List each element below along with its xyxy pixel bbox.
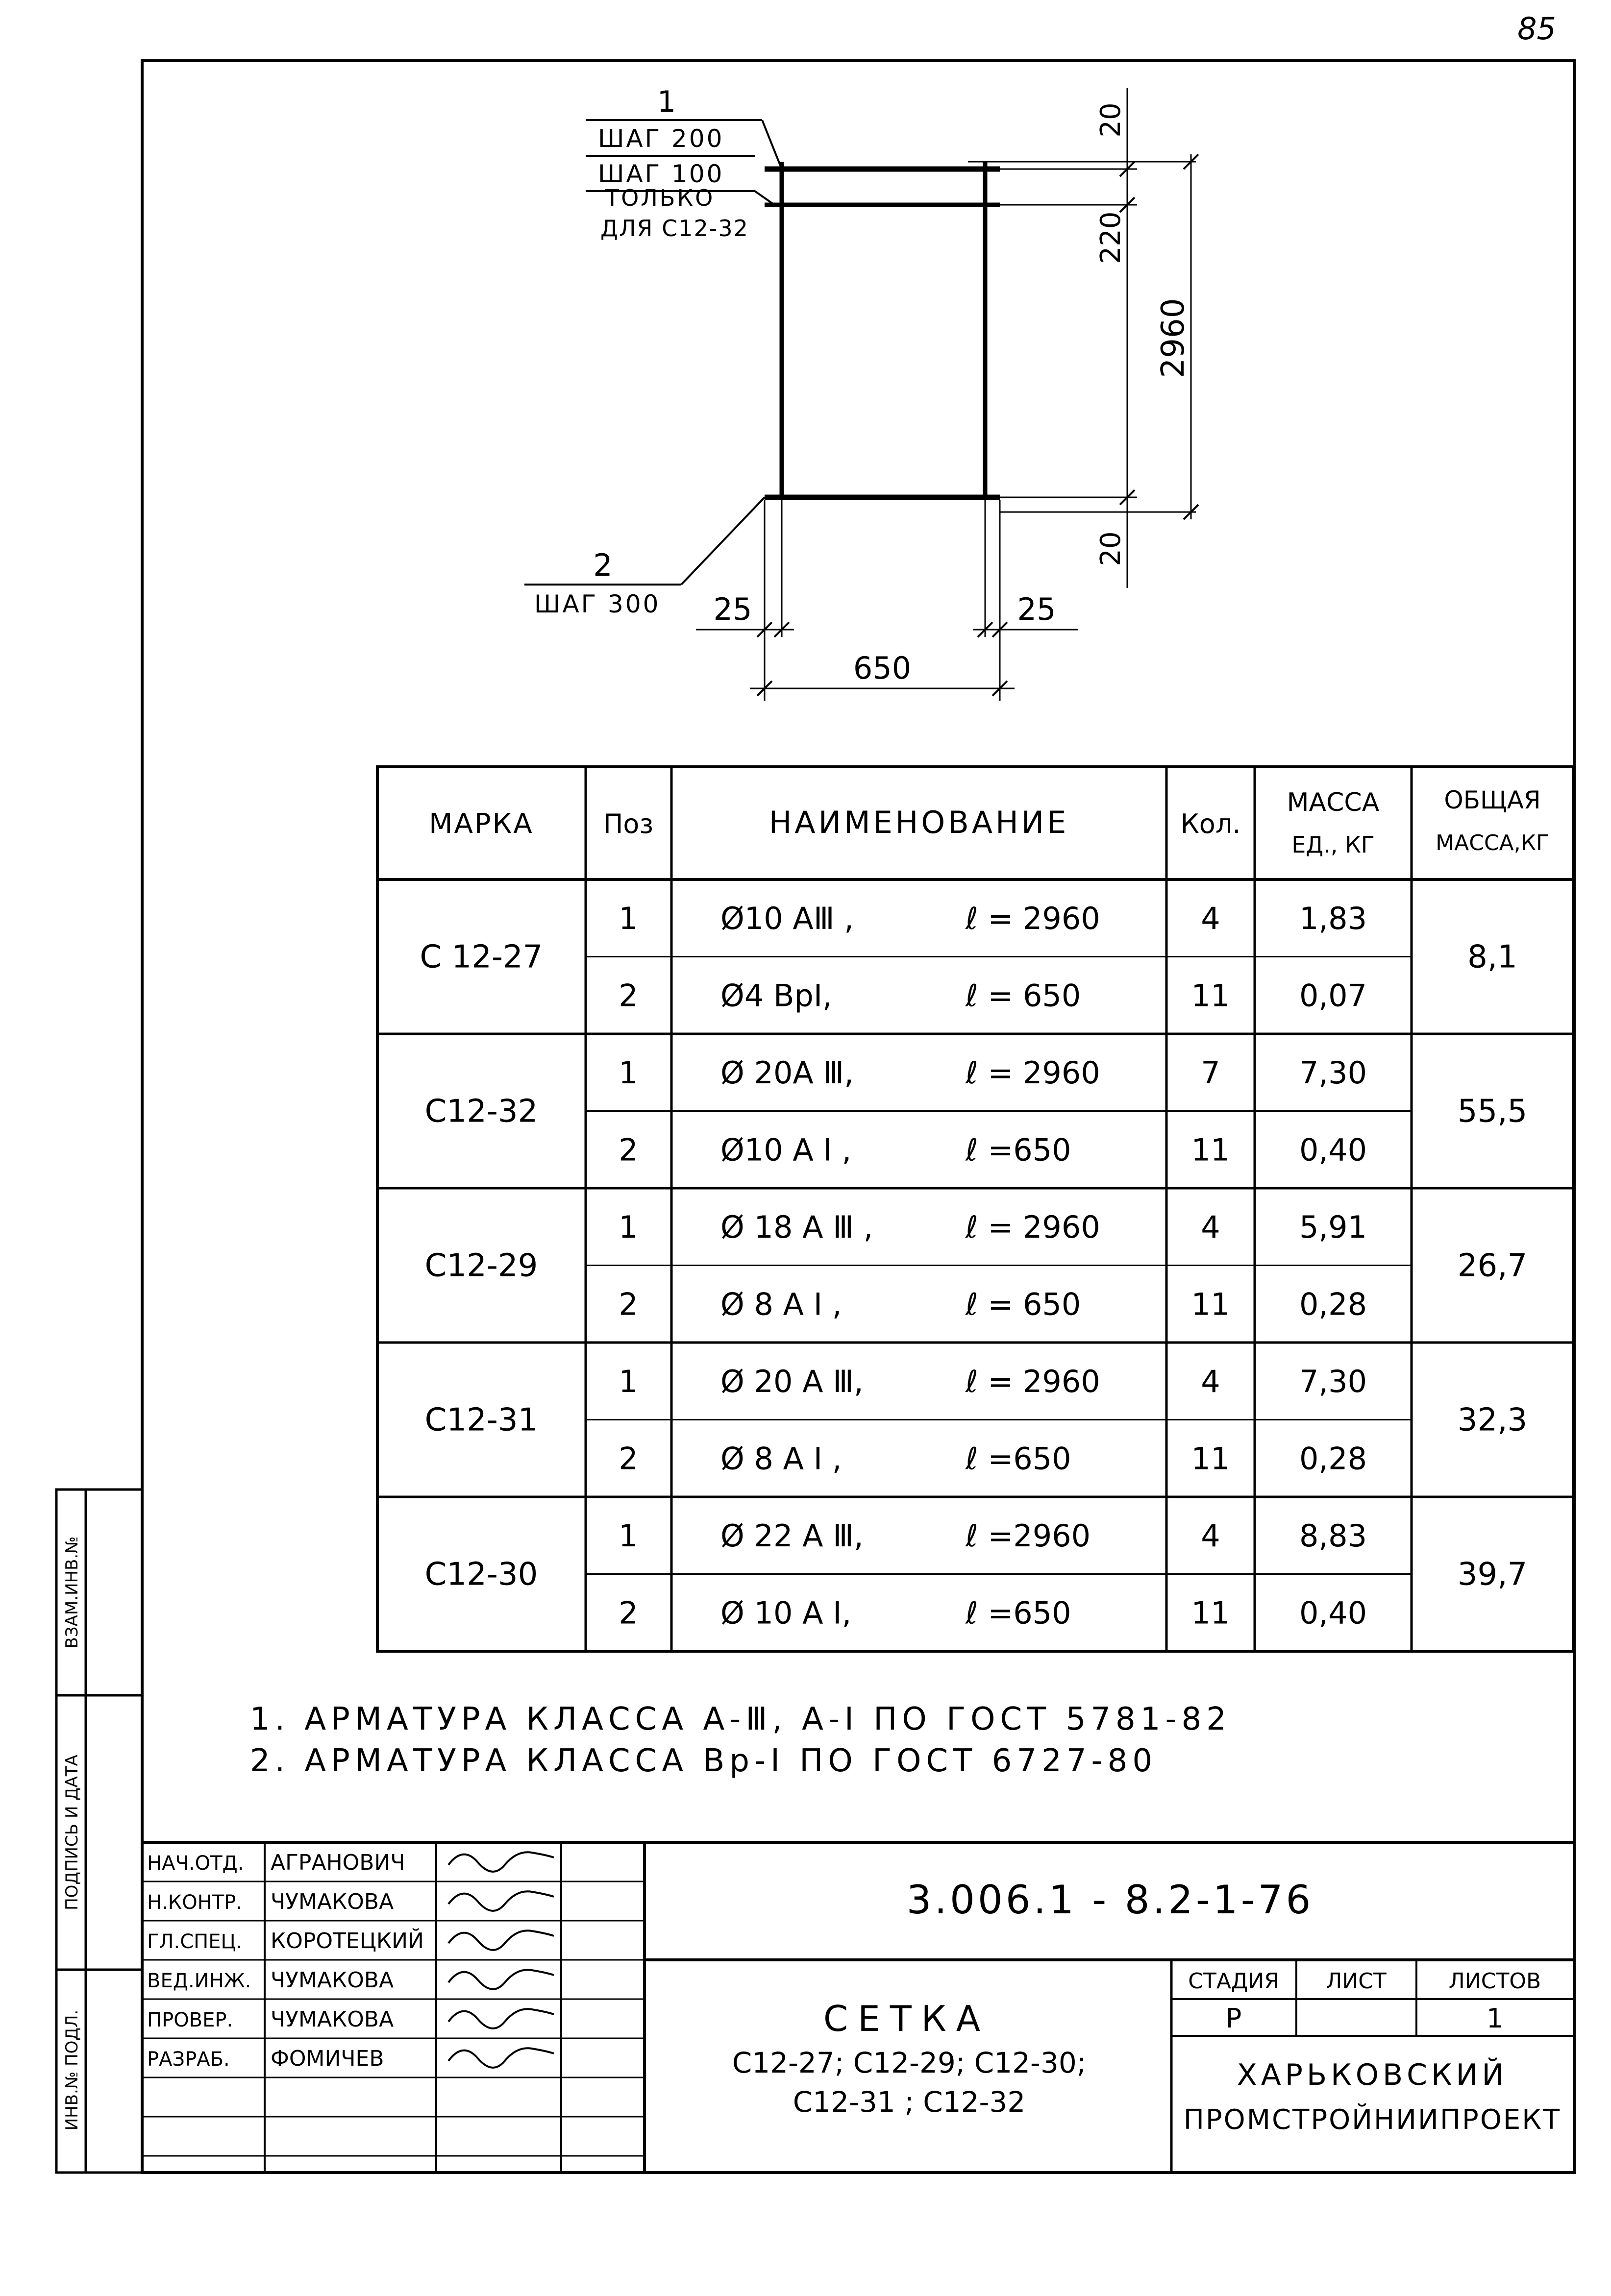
label-vzam-inv: ВЗАМ.ИНВ.№ <box>62 1536 82 1649</box>
staff-role: РАЗРАБ. <box>147 2048 230 2071</box>
staff-role: Н.КОНТР. <box>147 1891 243 1914</box>
dim-total-length: 2960 <box>1155 298 1191 378</box>
vertical-dimensions <box>968 88 1198 588</box>
unit-mass-cell: 8,83 <box>1299 1517 1367 1554</box>
unit-mass-cell: 0,07 <box>1299 977 1367 1014</box>
length-cell: ℓ = 2960 <box>966 1054 1100 1091</box>
dim-left-cover: 25 <box>713 591 752 627</box>
qty-cell: 11 <box>1191 1132 1230 1168</box>
marka-cell: С12-29 <box>424 1247 538 1284</box>
poz-cell: 1 <box>619 1054 638 1091</box>
header-qty: Кол. <box>1180 808 1241 839</box>
staff-name: ФОМИЧЕВ <box>271 2046 384 2071</box>
poz-cell: 2 <box>619 1286 638 1322</box>
marka-cell: С12-32 <box>424 1093 538 1130</box>
sheet-subtitle-1: С12-27; С12-29; С12-30; <box>732 2046 1087 2079</box>
poz-cell: 2 <box>619 1441 638 1477</box>
header-mass-unit-2: ЕД., КГ <box>1291 831 1375 858</box>
length-cell: ℓ =650 <box>966 1132 1071 1168</box>
signature-mark <box>448 1891 554 1911</box>
unit-mass-cell: 0,28 <box>1299 1441 1367 1477</box>
name-cell: Ø 22 А Ⅲ, <box>720 1517 864 1554</box>
sheets-value: 1 <box>1486 2003 1504 2034</box>
org-line-2: ПРОМСТРОЙНИИПРОЕКТ <box>1183 2104 1561 2136</box>
unit-mass-cell: 0,40 <box>1299 1595 1367 1631</box>
signature-mark <box>448 1852 554 1872</box>
signature-mark <box>448 1930 554 1950</box>
poz-cell: 1 <box>619 900 638 936</box>
sheet-title: СЕТКА <box>823 1998 991 2039</box>
total-mass-cell: 32,3 <box>1457 1402 1528 1439</box>
name-cell: Ø10 АⅢ , <box>720 900 854 936</box>
unit-mass-cell: 7,30 <box>1299 1363 1367 1399</box>
qty-cell: 4 <box>1201 1517 1220 1554</box>
poz-cell: 2 <box>619 977 638 1014</box>
callout-1-line-1: ШАГ 200 <box>598 124 724 153</box>
poz-cell: 1 <box>619 1209 638 1245</box>
spec-table <box>377 767 1573 1651</box>
total-mass-cell: 55,5 <box>1457 1093 1528 1130</box>
length-cell: ℓ = 2960 <box>966 900 1100 936</box>
callout-1-line-2: ШАГ 100 <box>598 160 724 188</box>
sheets-label: ЛИСТОВ <box>1448 1969 1541 1994</box>
staff-role: НАЧ.ОТД. <box>147 1852 244 1875</box>
note-2: 2. АРМАТУРА КЛАССА Вр-I ПО ГОСТ 6727-80 <box>250 1743 1158 1779</box>
mesh-sketch <box>524 85 1198 701</box>
name-cell: Ø 20А Ⅲ, <box>720 1054 854 1091</box>
left-margin-stamp <box>56 1490 142 2173</box>
qty-cell: 4 <box>1201 1363 1220 1399</box>
stage-value: Р <box>1225 2003 1242 2034</box>
name-cell: Ø4 ВрI, <box>720 977 832 1014</box>
name-cell: Ø 10 А I, <box>720 1595 852 1631</box>
length-cell: ℓ =650 <box>966 1595 1071 1631</box>
header-mass-total-1: ОБЩАЯ <box>1444 786 1541 814</box>
staff-rows <box>142 1850 644 2156</box>
label-inv-podl: ИНВ.№ ПОДЛ. <box>62 2009 82 2131</box>
total-mass-cell: 8,1 <box>1467 939 1517 976</box>
name-cell: Ø 8 А I , <box>720 1286 842 1322</box>
length-cell: ℓ = 650 <box>966 977 1081 1014</box>
staff-role: ПРОВЕР. <box>147 2009 233 2031</box>
total-mass-cell: 39,7 <box>1457 1556 1528 1593</box>
dim-width: 650 <box>853 650 912 686</box>
dim-bottom-offset: 20 <box>1095 531 1127 566</box>
header-marka: МАРКА <box>429 808 534 840</box>
qty-cell: 11 <box>1191 1286 1230 1322</box>
marka-cell: С12-31 <box>424 1402 538 1439</box>
doc-code: 3.006.1 - 8.2-1-76 <box>906 1877 1314 1923</box>
header-mass-total-2: МАССА,КГ <box>1436 830 1549 855</box>
org-line-1: ХАРЬКОВСКИЙ <box>1237 2058 1508 2092</box>
length-cell: ℓ = 2960 <box>966 1209 1100 1245</box>
unit-mass-cell: 0,40 <box>1299 1132 1367 1168</box>
page-number: 85 <box>1517 11 1556 47</box>
length-cell: ℓ = 2960 <box>966 1363 1100 1399</box>
qty-cell: 7 <box>1201 1054 1220 1091</box>
marka-cell: С 12-27 <box>420 939 543 976</box>
signature-mark <box>448 2009 554 2028</box>
stage-label: СТАДИЯ <box>1188 1969 1279 1994</box>
unit-mass-cell: 7,30 <box>1299 1054 1367 1091</box>
name-cell: Ø 20 А Ⅲ, <box>720 1363 864 1399</box>
qty-cell: 11 <box>1191 1595 1230 1631</box>
header-poz: Поз <box>603 808 654 839</box>
title-block <box>142 1842 1574 2173</box>
dim-right-cover: 25 <box>1017 591 1056 627</box>
note-1: 1. АРМАТУРА КЛАССА А-Ⅲ, А-I ПО ГОСТ 5781-82 <box>250 1701 1231 1737</box>
poz-cell: 2 <box>619 1132 638 1168</box>
staff-role: ВЕД.ИНЖ. <box>147 1970 251 1992</box>
notes <box>250 1701 1231 1779</box>
callout-2-number: 2 <box>593 547 613 583</box>
qty-cell: 4 <box>1201 900 1220 936</box>
unit-mass-cell: 0,28 <box>1299 1286 1367 1322</box>
signature-mark <box>448 1970 554 1989</box>
sheet-subtitle-2: С12-31 ; С12-32 <box>793 2085 1026 2119</box>
poz-cell: 2 <box>619 1595 638 1631</box>
staff-role: ГЛ.СПЕЦ. <box>147 1930 243 1953</box>
horizontal-dimensions <box>696 500 1078 701</box>
dim-top-offset: 20 <box>1095 102 1127 138</box>
qty-cell: 11 <box>1191 977 1230 1014</box>
name-cell: Ø 8 А I , <box>720 1441 842 1477</box>
callout-1-line-3: ТОЛЬКО <box>605 185 715 211</box>
spec-rows <box>377 901 1573 1631</box>
poz-cell: 1 <box>619 1517 638 1554</box>
header-name: НАИМЕНОВАНИЕ <box>768 805 1069 840</box>
length-cell: ℓ =650 <box>966 1441 1071 1477</box>
qty-cell: 4 <box>1201 1209 1220 1245</box>
staff-name: КОРОТЕЦКИЙ <box>271 1929 424 1954</box>
total-mass-cell: 26,7 <box>1457 1247 1528 1284</box>
staff-name: АГРАНОВИЧ <box>271 1850 405 1875</box>
length-cell: ℓ = 650 <box>966 1286 1081 1322</box>
staff-name: ЧУМАКОВА <box>271 1968 394 1993</box>
label-signature-date: ПОДПИСЬ И ДАТА <box>62 1755 82 1910</box>
length-cell: ℓ =2960 <box>966 1517 1091 1554</box>
callout-2-line-1: ШАГ 300 <box>534 590 661 618</box>
marka-cell: С12-30 <box>424 1556 538 1593</box>
name-cell: Ø 18 А Ⅲ , <box>720 1209 873 1245</box>
sheet-label: ЛИСТ <box>1326 1969 1387 1994</box>
callout-1-number: 1 <box>657 85 676 119</box>
unit-mass-cell: 1,83 <box>1299 900 1367 936</box>
callout-1 <box>586 85 782 242</box>
dim-second-bar: 220 <box>1095 211 1127 264</box>
signature-mark <box>448 2048 554 2068</box>
staff-name: ЧУМАКОВА <box>271 1889 394 1914</box>
staff-name: ЧУМАКОВА <box>271 2007 394 2032</box>
name-cell: Ø10 А I , <box>720 1132 852 1168</box>
poz-cell: 1 <box>619 1363 638 1399</box>
header-mass-unit-1: МАССА <box>1287 788 1380 817</box>
qty-cell: 11 <box>1191 1441 1230 1477</box>
unit-mass-cell: 5,91 <box>1299 1209 1367 1245</box>
callout-1-line-4: ДЛЯ С12-32 <box>600 215 749 242</box>
